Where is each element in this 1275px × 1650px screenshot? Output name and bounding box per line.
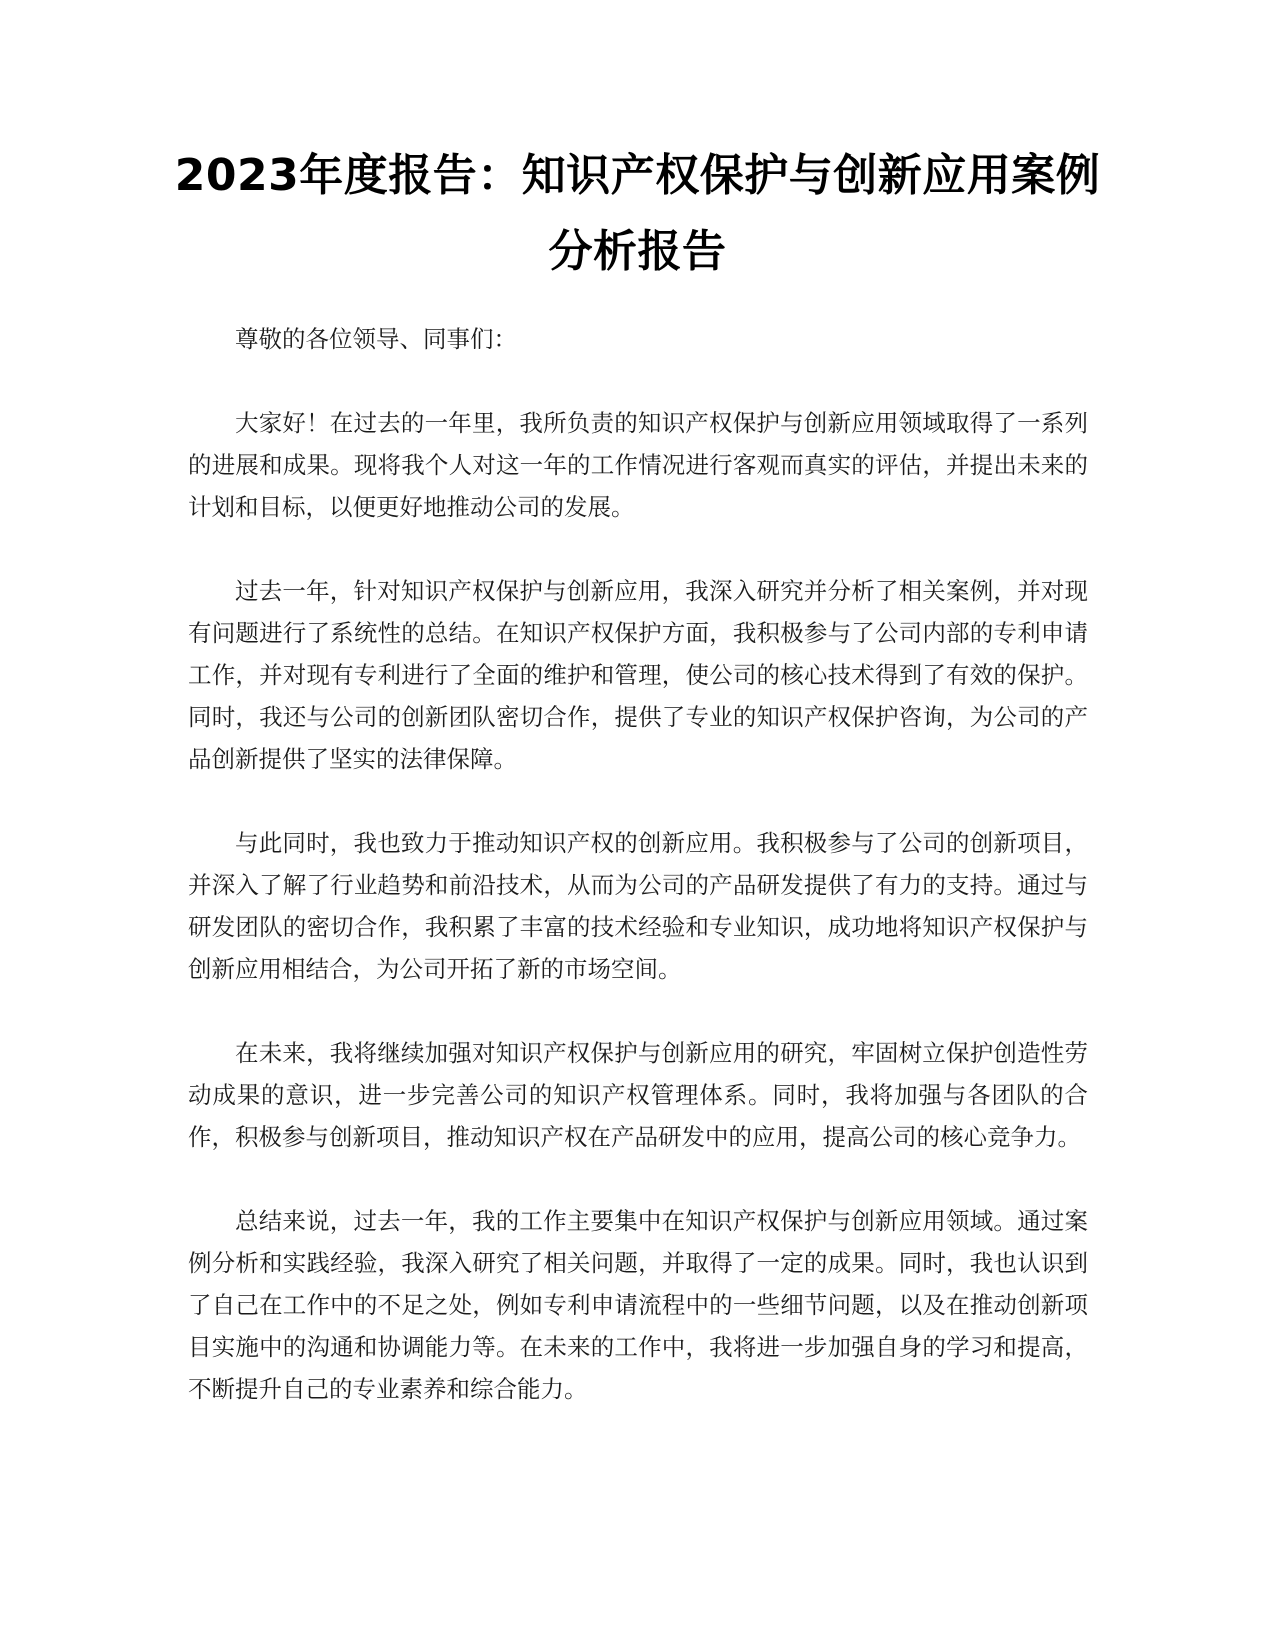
- salutation: 尊敬的各位领导、同事们：: [235, 325, 517, 353]
- paragraph-4: 在未来，我将继续加强对知识产权保护与创新应用的研究，牢固树立保护创造性劳动成果的意识，进一步完善公司的知识产权管理体系。同时，我将加强与各团队的合作，积极参与创新项目，推动知识产权在产品研发中的应用，提高公司的核心竞争力。: [188, 1039, 1088, 1151]
- paragraph-5: 总结来说，过去一年，我的工作主要集中在知识产权保护与创新应用领域。通过案例分析和实践经验，我深入研究了相关问题，并取得了一定的成果。同时，我也认识到了自己在工作中的不足之处，例如专利申请流程中的一些细节问题，以及在推动创新项目实施中的沟通和协调能力等。在未来的工作中，我将进一步加强自身的学习和提高，不断提升自己的专业素养和综合能力。: [188, 1207, 1088, 1403]
- document-title: 2023年度报告：知识产权保护与创新应用案例分析报告: [174, 150, 1101, 277]
- document-body: [188, 318, 1088, 1452]
- paragraph-1: 大家好！在过去的一年里，我所负责的知识产权保护与创新应用领域取得了一系列的进展和成果。现将我个人对这一年的工作情况进行客观而真实的评估，并提出未来的计划和目标，以便更好地推动公司的发展。: [188, 409, 1088, 521]
- paragraph-2: 过去一年，针对知识产权保护与创新应用，我深入研究并分析了相关案例，并对现有问题进行了系统性的总结。在知识产权保护方面，我积极参与了公司内部的专利申请工作，并对现有专利进行了全面的维护和管理，使公司的核心技术得到了有效的保护。同时，我还与公司的创新团队密切合作，提供了专业的知识产权保护咨询，为公司的产品创新提供了坚实的法律保障。: [188, 577, 1088, 773]
- paragraph-3: 与此同时，我也致力于推动知识产权的创新应用。我积极参与了公司的创新项目，并深入了解了行业趋势和前沿技术，从而为公司的产品研发提供了有力的支持。通过与研发团队的密切合作，我积累了丰富的技术经验和专业知识，成功地将知识产权保护与创新应用相结合，为公司开拓了新的市场空间。: [188, 829, 1088, 983]
